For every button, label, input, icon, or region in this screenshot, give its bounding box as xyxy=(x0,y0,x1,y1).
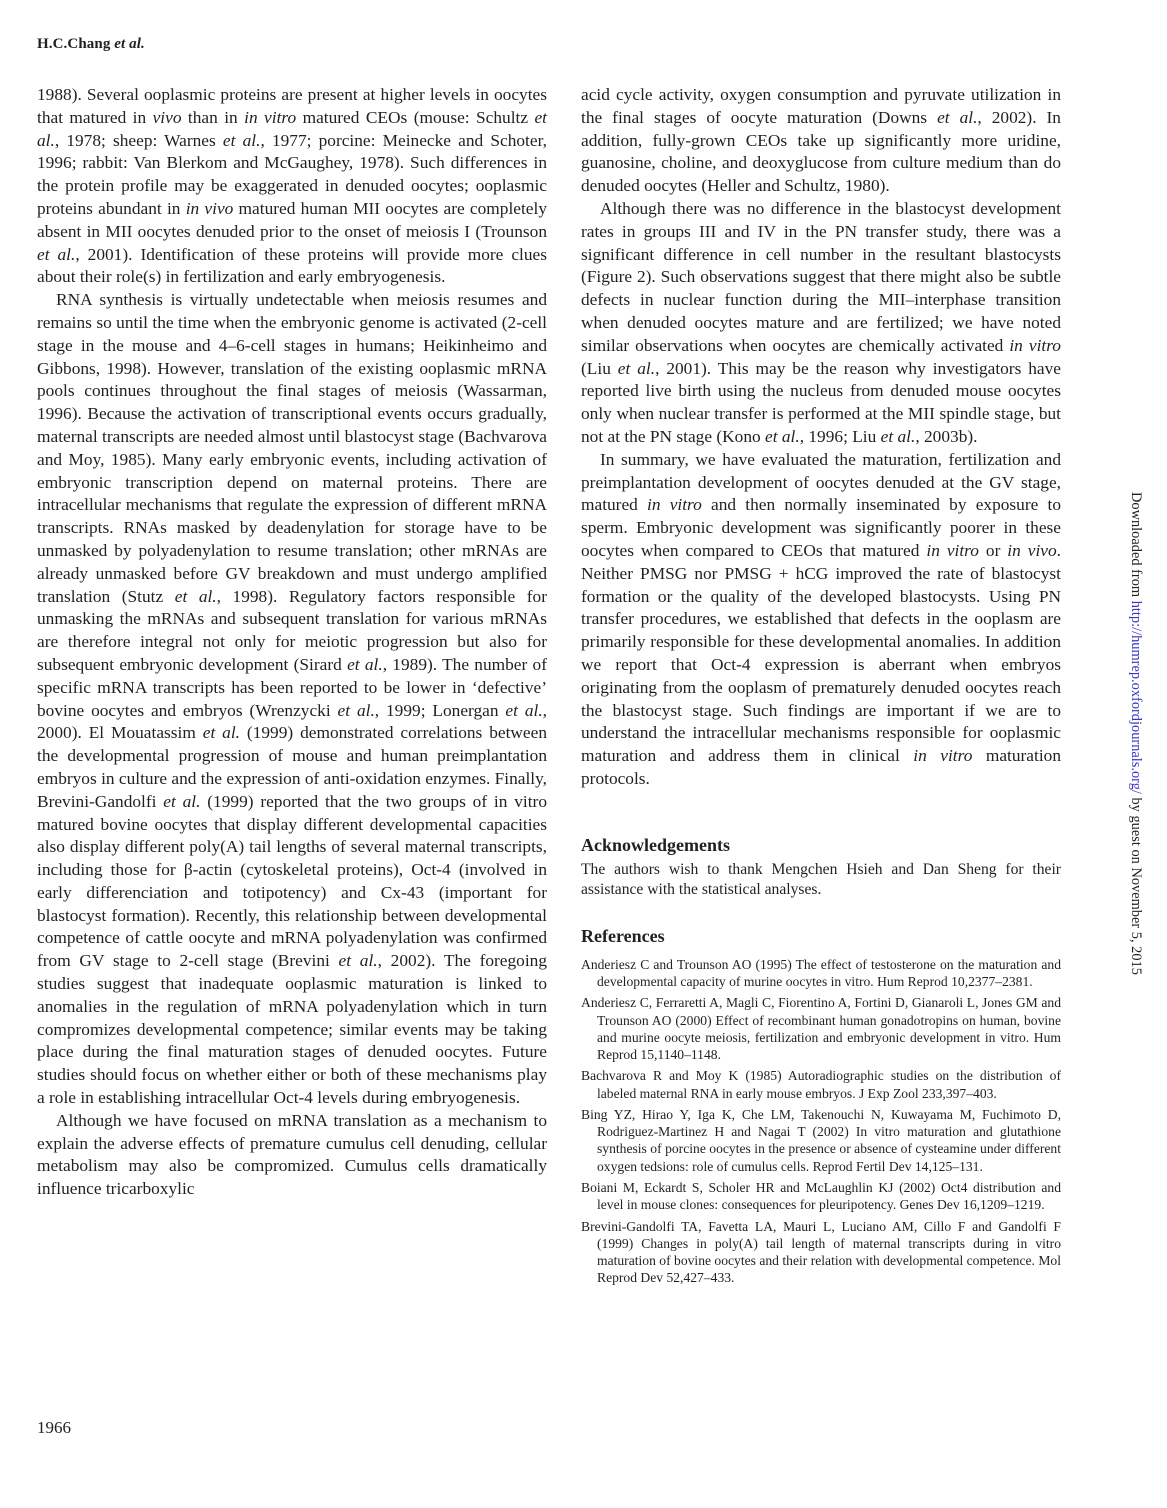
text-segment: . Neither PMSG nor PMSG + hCG improved the rate of blastocyst formation or the quality of the developed blastocysts. Using PN transfer procedures, we established that defects in the ooplasm are primarily responsible for these developmental anomalies. In addition we report that Oct-4 expression is aberrant when embryos originating from the ooplasm of prematurely denuded oocytes reach the blastocyst stage. Such findings are important if we are to understand the intracellular mechanisms responsible for ooplasmic maturation and address them in clinical xyxy=(581,540,1061,766)
text-segment: , 2003b). xyxy=(915,426,978,446)
text-segment: In summary, we have evaluated the maturation, fertilization and preimplantation development of oocytes denuded at the GV stage, matured xyxy=(581,449,1061,515)
reference-item: Anderiesz C and Trounson AO (1995) The effect of testosterone on the maturation and developmental capacity of murine oocytes in vitro. Hum Reprod 10,2377–2381. xyxy=(581,956,1061,989)
text-segment: RNA synthesis is virtually undetectable when meiosis resumes and remains so until the time when the embryonic genome is activated (2-cell stage in the mouse and 4–6-cell stages in humans; Heikinheimo and Gibbons, 1998). However, translation of the existing ooplasmic mRNA pools continues throughout the final stages of meiosis (Wassarman, 1996). Because the activation of transcriptional events occurs gradually, maternal transcripts are needed almost until blastocyst stage (Bachvarova and Moy, 1985). Many early embryonic events, including activation of embryonic transcription depend on maternal proteins. There are intracellular mechanisms that regulate the expression of different mRNA transcripts. RNAs masked by deadenylation for storage have to be unmasked by polyadenylation to resume translation; other mRNAs are already unmasked before GV breakdown and must undergo amplified translation (Stutz xyxy=(37,290,547,606)
italic-text-segment: et al. xyxy=(765,426,800,446)
watermark-prefix: Downloaded from xyxy=(1128,492,1144,601)
italic-text-segment: et al. xyxy=(222,130,261,150)
text-segment: maturation protocols. xyxy=(581,746,1061,788)
text-segment: , 1989). The number of specific mRNA transcripts has been reported to be lower in ‘defective’ bovine oocytes and embryos (Wrenzycki xyxy=(37,654,548,720)
text-segment: , 2002). The foregoing studies suggest that inadequate ooplasmic maturation is linked to anomalies in the regulation of mRNA polyadenylation which in turn compromizes developmental competence; similar events may be taking place during the final maturation stages of denuded oocytes. Future studies should focus on whether either or both of these mechanisms play a role in establishing intracellular Oct-4 levels during embryogenesis. xyxy=(37,951,548,1108)
italic-text-segment: et al. xyxy=(880,426,916,446)
italic-text-segment: et al. xyxy=(174,586,217,606)
body-paragraph xyxy=(581,449,1061,791)
reference-item: Bing YZ, Hirao Y, Iga K, Che LM, Takenouchi N, Kuwayama M, Fuchimoto D, Rodriguez-Martinez H and Nagai T (2002) In vitro maturation and glutathione synthesis of porcine oocytes in the presence or absence of cysteamine under different oxygen tedsions: role of cumulus cells. Reprod Fertil Dev 14,125–131. xyxy=(581,1107,1061,1174)
text-segment: , 1999; Lonergan xyxy=(374,700,506,720)
text-segment: than in xyxy=(181,107,245,127)
acknowledgements-heading: Acknowledgements xyxy=(581,834,730,855)
italic-text-segment: et al. xyxy=(202,723,241,743)
references-heading: References xyxy=(581,925,665,946)
italic-text-segment: in vivo xyxy=(185,198,234,218)
italic-text-segment: in vitro xyxy=(244,107,297,127)
text-segment: , 2002). In addition, fully-grown CEOs take up significantly more uridine, guanosine, choline, and deoxyglucose from culture medium than do denuded oocytes (Heller and Schultz, 1980). xyxy=(581,107,1061,196)
text-segment: 1988). Several ooplasmic proteins are present at higher levels in oocytes that matured in xyxy=(37,85,547,127)
body-paragraph xyxy=(581,198,1061,449)
body-paragraph xyxy=(581,84,1061,198)
text-segment: , 1996; Liu xyxy=(799,426,881,446)
right-column xyxy=(581,84,1061,1291)
body-paragraph xyxy=(37,289,547,1110)
text-segment: , 1978; sheep: Warnes xyxy=(54,130,223,150)
italic-text-segment: et al. xyxy=(617,358,656,378)
italic-text-segment: in vitro xyxy=(647,495,702,515)
italic-text-segment: et al. xyxy=(337,700,375,720)
italic-text-segment: vivo xyxy=(152,107,182,127)
reference-item: Bachvarova R and Moy K (1985) Autoradiographic studies on the distribution of labeled maternal RNA in early mouse embryos. J Exp Zool 233,397–403. xyxy=(581,1068,1061,1101)
reference-item: Anderiesz C, Ferraretti A, Magli C, Fiorentino A, Fortini D, Gianaroli L, Jones GM and Trounson AO (2000) Effect of recombinant human gonadotropins on human, bovine and murine oocyte meiosis, fertilization and embryonic development in vitro. Hum Reprod 15,1140–1148. xyxy=(581,995,1061,1062)
italic-text-segment: et al. xyxy=(37,107,547,150)
left-column xyxy=(37,84,547,1201)
watermark-link[interactable]: http://humrep.oxfordjournals.org/ xyxy=(1128,600,1144,794)
italic-text-segment: et al. xyxy=(937,107,978,127)
text-segment: (Liu xyxy=(581,358,618,378)
text-segment: Although we have focused on mRNA translation as a mechanism to explain the adverse effects of premature cumulus cell denuding, cellular metabolism may also be compromized. Cumulus cells dramatically influence tricarboxylic xyxy=(37,1110,547,1199)
reference-list xyxy=(581,956,1061,1287)
text-segment: and then normally inseminated by exposure to sperm. Embryonic development was significantly poorer in these oocytes when compared to CEOs that matured xyxy=(581,495,1061,560)
text-segment: Although there was no difference in the blastocyst development rates in groups III and IV in the PN transfer study, there was a significant difference in cell number in the resultant blastocysts (Figure 2). Such observations suggest that there might also be subtle defects in nuclear function during the MII–interphase transition when denuded oocytes mature and are fertilized; we have noted similar observations when oocytes are chemically activated xyxy=(581,198,1061,355)
text-segment: acid cycle activity, oxygen consumption and pyruvate utilization in the final stages of oocyte maturation (Downs xyxy=(581,85,1061,127)
text-segment: , 2001). Identification of these proteins will provide more clues about their role(s) in fertilization and early embryogenesis. xyxy=(37,244,547,287)
text-segment: (1999) reported that the two groups of in vitro matured bovine oocytes that display different developmental capacities also display different poly(A) tail lengths of several maternal transcripts, including those for β-actin (cytoskeletal proteins), Oct-4 (involved in early differenciation and totipotency) and Cx-43 (important for blastocyst formation). Recently, this relationship between developmental competence of cattle oocyte and mRNA polyadenylation was confirmed from GV stage to 2-cell stage (Brevini xyxy=(37,791,547,971)
download-watermark xyxy=(1127,492,1144,975)
text-segment: or xyxy=(978,540,1008,560)
running-head-author: H.C.Chang xyxy=(37,36,111,52)
text-segment: , 2000). El Mouatassim xyxy=(37,700,547,743)
reference-item: Boiani M, Eckardt S, Scholer HR and McLaughlin KJ (2002) Oct4 distribution and level in mouse clones: consequences for pleuripotency. Genes Dev 16,1209–1219. xyxy=(581,1180,1061,1213)
text-segment: , 2001). This may be the reason why investigators have reported live birth using the nucleus from denuded mouse oocytes only when nuclear transfer is performed at the MII spindle stage, but not at the PN stage (Kono xyxy=(581,358,1062,446)
text-segment: , 1977; porcine: Meinecke and Schoter, 1996; rabbit: Van Blerkom and McGaughey, 1978). Such differences in the protein profile may be exaggerated in denuded oocytes; ooplasmic proteins abundant in xyxy=(37,130,547,218)
italic-text-segment: et al. xyxy=(163,791,201,811)
italic-text-segment: et al. xyxy=(505,700,543,720)
italic-text-segment: in vitro xyxy=(913,746,973,766)
text-segment: (1999) demonstrated correlations between the developmental progression of mouse and human preimplantation embryos in culture and the expression of anti-oxidation enzymes. Finally, Brevini-Gandolfi xyxy=(37,723,547,811)
acknowledgements-text: The authors wish to thank Mengchen Hsieh and Dan Sheng for their assistance with the statistical analyses. xyxy=(581,860,1061,899)
body-paragraph xyxy=(37,1110,547,1201)
page-number: 1966 xyxy=(37,1418,71,1437)
italic-text-segment: et al. xyxy=(338,951,378,971)
italic-text-segment: et al. xyxy=(347,654,383,674)
text-segment: , 1998). Regulatory factors responsible for unmasking the mRNAs and subsequent translation for various mRNAs are therefore integral not only for meiotic progression but also for subsequent embryonic development (Sirard xyxy=(37,586,548,674)
watermark-suffix: by guest on November 5, 2015 xyxy=(1128,793,1144,975)
italic-text-segment: in vivo xyxy=(1007,540,1057,560)
reference-item: Brevini-Gandolfi TA, Favetta LA, Mauri L, Luciano AM, Cillo F and Gandolfi F (1999) Changes in poly(A) tail length of maternal transcripts during in vitro maturation of bovine oocytes and their relation with developmental competence. Mol Reprod Dev 52,427–433. xyxy=(581,1218,1061,1286)
italic-text-segment: in vitro xyxy=(1009,335,1061,355)
running-head-etal: et al. xyxy=(114,36,145,52)
text-segment: matured human MII oocytes are completely absent in MII oocytes denuded prior to the onset of meiosis I (Trounson xyxy=(37,198,547,241)
italic-text-segment: in vitro xyxy=(926,540,979,560)
body-paragraph xyxy=(37,84,547,289)
text-segment: matured CEOs (mouse: Schultz xyxy=(296,107,535,127)
italic-text-segment: et al. xyxy=(37,244,76,264)
running-head xyxy=(37,36,145,53)
